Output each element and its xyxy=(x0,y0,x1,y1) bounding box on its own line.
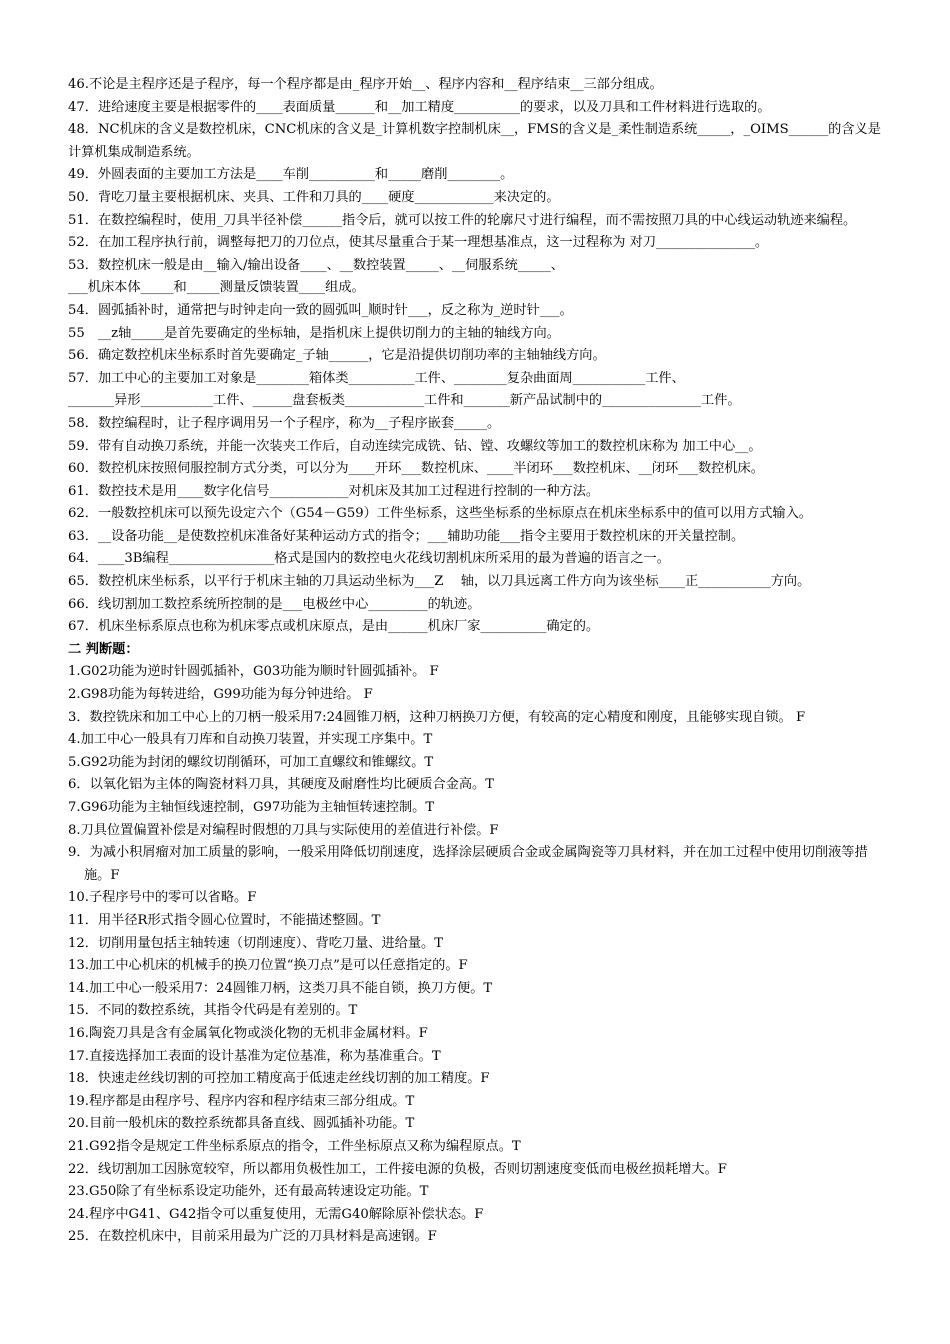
judgement-8: 8.刀具位置偏置补偿是对编程时假想的刀具与实际使用的差值进行补偿。F xyxy=(68,822,499,838)
judgement-23: 23.G50除了有坐标系设定功能外，还有最高转速设定功能。T xyxy=(68,1184,429,1200)
judgement-13: 13.加工中心机床的机械手的换刀位置“换刀点”是可以任意指定的。F xyxy=(68,958,468,974)
question-53-line-1: 53．数控机床一般是由__输入/输出设备____、__数控装置_____、__伺服系统_____、 xyxy=(68,257,564,273)
judgement-10: 10.子程序号中的零可以省略。F xyxy=(68,890,257,906)
judgement-5: 5.G92功能为封闭的螺纹切削循环，可加工直螺纹和锥螺纹。T xyxy=(68,754,434,770)
question-62: 62．一般数控机床可以预先设定六个（G54－G59）工件坐标系，这些坐标系的坐标原点在机床坐标系中的值可以用方式输入。 xyxy=(68,506,812,522)
question-59: 59．带有自动换刀系统，并能一次装夹工作后，自动连续完成铣、钻、镗、攻螺纹等加工的数控机床称为 加工中心__。 xyxy=(68,438,762,454)
judgement-9: 9．为减小积屑瘤对加工质量的影响，一般采用降低切削速度，选择涂层硬质合金或金属陶瓷等刀具材料，并在加工过程中使用切削液等措施。F xyxy=(68,845,868,883)
question-48: 48．NC机床的含义是数控机床，CNC机床的含义是_计算机数字控制机床__，FMS的含义是_柔性制造系统_____，_OIMS______的含义是计算机集成制造系统。 xyxy=(68,122,881,160)
question-52: 52．在加工程序执行前，调整每把刀的刀位点，使其尽量重合于某一理想基准点，这一过程称为 对刀_______________。 xyxy=(68,235,769,251)
question-63: 63．__设备功能__是使数控机床准备好某种运动方式的指令；___辅助功能___指令主要用于数控机床的开关量控制。 xyxy=(68,528,745,544)
judgement-4: 4.加工中心一般具有刀库和自动换刀装置，并实现工序集中。T xyxy=(68,732,433,748)
judgement-7: 7.G96功能为主轴恒线速控制，G97功能为主轴恒转速控制。T xyxy=(68,800,435,815)
judgement-16: 16.陶瓷刀具是含有金属氧化物或淡化物的无机非金属材料。F xyxy=(68,1025,428,1041)
judgement-3: 3．数控铣床和加工中心上的刀柄一般采用7:24圆锥刀柄，这种刀柄换刀方便，有较高的定心精度和刚度，且能够实现自锁。 F xyxy=(68,709,806,725)
judgement-20: 20.目前一般机床的数控系统都具备直线、圆弧插补功能。T xyxy=(68,1116,415,1132)
question-50: 50．背吃刀量主要根据机床、夹具、工件和刀具的____硬度____________来决定的。 xyxy=(68,189,560,205)
judgement-21: 21.G92指令是规定工件坐标系原点的指令，工件坐标原点又称为编程原点。T xyxy=(68,1138,521,1154)
judgement-17: 17.直接选择加工表面的设计基准为定位基准，称为基准重合。T xyxy=(68,1048,441,1064)
question-58: 58．数控编程时，让子程序调用另一个子程序，称为__子程序嵌套_____。 xyxy=(68,415,501,431)
judgement-6: 6．以氧化铝为主体的陶瓷材料刀具，其硬度及耐磨性均比硬质合金高。T xyxy=(68,777,494,793)
question-46: 46.不论是主程序还是子程序，每一个程序都是由_程序开始__、程序内容和__程序结束__三部分组成。 xyxy=(68,77,663,92)
question-67: 67．机床坐标系原点也称为机床零点或机床原点，是由______机床厂家__________确定的。 xyxy=(68,619,600,635)
judgement-12: 12．切削用量包括主轴转速（切削速度）、背吃刀量、进给量。T xyxy=(68,935,444,951)
judgement-24: 24.程序中G41、G42指令可以重复使用，无需G40解除原补偿状态。F xyxy=(68,1206,484,1222)
question-60: 60．数控机床按照伺服控制方式分类，可以分为____开环___数控机床、____半闭环___数控机床、__闭环___数控机床。 xyxy=(68,461,764,477)
judgement-22: 22．线切割加工因脉宽较窄，所以都用负极性加工，工件接电源的负极，否则切割速度变低而电极丝损耗增大。F xyxy=(68,1161,727,1177)
question-49: 49．外圆表面的主要加工方法是____车削__________和_____磨削________。 xyxy=(68,167,514,183)
question-65: 65．数控机床坐标系，以平行于机床主轴的刀具运动坐标为___Z 轴，以刀具远离工件方向为该坐标____正___________方向。 xyxy=(68,574,811,590)
judgement-11: 11．用半径R形式指令圆心位置时，不能描述整圆。T xyxy=(68,912,381,928)
question-57-line-1: 57．加工中心的主要加工对象是________箱体类__________工件、________复杂曲面周___________工件、 xyxy=(68,370,685,386)
question-57-line-2: _______异形___________工件、______盘套板类____________工件和_______新产品试制中的_______________工件。 xyxy=(68,393,741,409)
question-66: 66．线切割加工数控系统所控制的是___电极丝中心_________的轨迹。 xyxy=(68,596,481,612)
question-54: 54．圆弧插补时，通常把与时钟走向一致的圆弧叫_顺时针___，反之称为_逆时针___。 xyxy=(68,302,573,318)
question-64: 64．____3B编程________________格式是国内的数控电火花线切割机床所采用的最为普遍的语言之一。 xyxy=(68,551,670,567)
judgement-14: 14.加工中心一般采用7：24圆锥刀柄，这类刀具不能自锁，换刀方便。T xyxy=(68,980,493,996)
judgement-1: 1.G02功能为逆时针圆弧插补，G03功能为顺时针圆弧插补。 F xyxy=(68,664,439,680)
question-47: 47．进给速度主要是根据零件的____表面质量______和__加工精度__________的要求，以及刀具和工件材料进行选取的。 xyxy=(68,99,771,115)
question-56: 56．确定数控机床坐标系时首先要确定_子轴______，它是沿提供切削功率的主轴轴线方向。 xyxy=(68,348,606,364)
judgement-15: 15．不同的数控系统，其指令代码是有差别的。T xyxy=(68,1003,358,1019)
section-title: 二 判断题： xyxy=(68,641,139,657)
question-53-line-2: ___机床本体_____和_____测量反馈装置____组成。 xyxy=(68,280,365,296)
judgement-19: 19.程序都是由程序号、程序内容和程序结束三部分组成。T xyxy=(68,1093,415,1109)
question-61: 61．数控技术是用____数字化信号____________对机床及其加工过程进行控制的一种方法。 xyxy=(68,483,600,499)
judgement-2: 2.G98功能为每转进给，G99功能为每分钟进给。 F xyxy=(68,687,373,703)
question-55: 55 __z轴_____是首先要确定的坐标轴，是指机床上提供切削力的主轴的轴线方向。 xyxy=(68,325,560,341)
judgement-25: 25．在数控机床中，目前采用最为广泛的刀具材料是高速钢。F xyxy=(68,1229,437,1245)
judgement-18: 18．快速走丝线切割的可控加工精度高于低速走丝线切割的加工精度。F xyxy=(68,1071,490,1087)
question-51: 51．在数控编程时，使用_刀具半径补偿______指令后，就可以按工件的轮廓尺寸进行编程，而不需按照刀具的中心线运动轨迹来编程。 xyxy=(68,212,857,228)
